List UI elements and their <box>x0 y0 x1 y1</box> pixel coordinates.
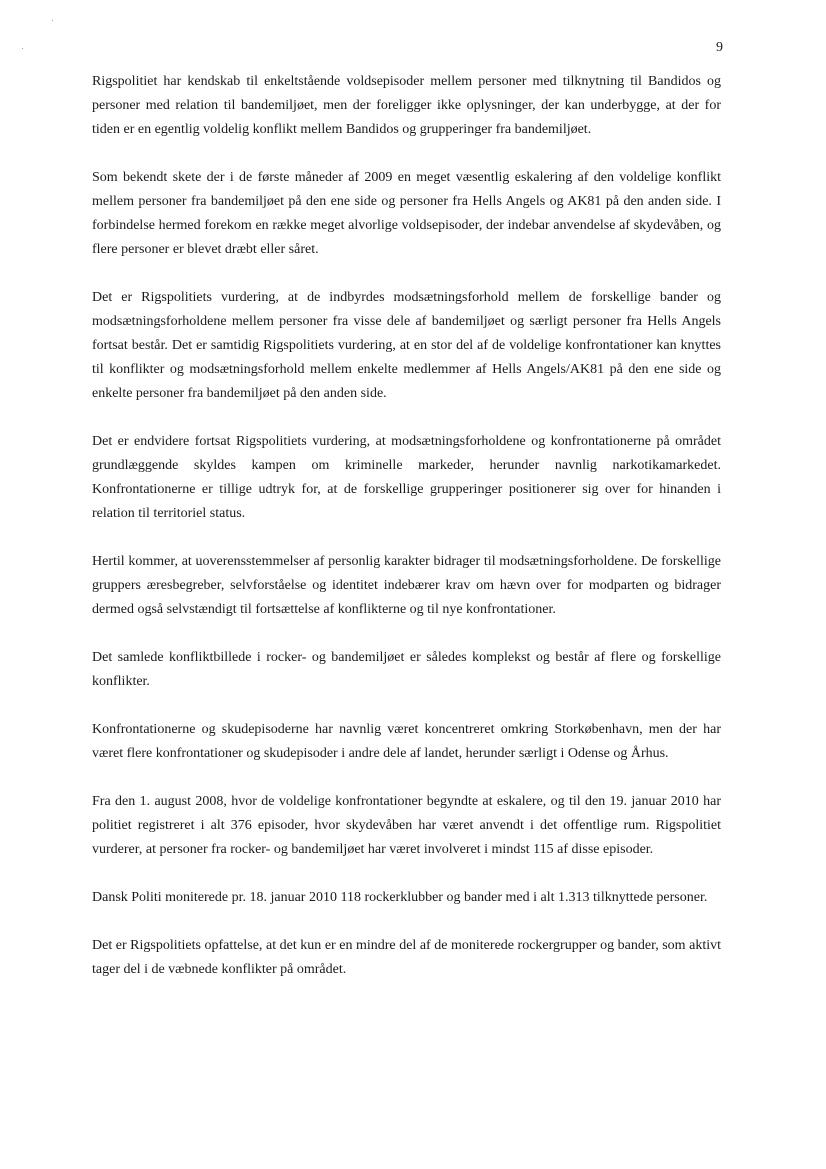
page-number: 9 <box>716 40 723 55</box>
paragraph: Rigspolitiet har kendskab til enkeltstående voldsepisoder mellem personer med tilknytning til Bandidos og personer med relation til bandemiljøet, men der foreligger ikke oplysninger, der kan underbygge, at der for tiden er en egentlig voldelig konflikt mellem Bandidos og grupperinger fra bandemiljøet. <box>92 74 721 137</box>
paragraph: Hertil kommer, at uoverensstemmelser af personlig karakter bidrager til modsætningsforholdene. De forskellige gruppers æresbegreber, selvforståelse og identitet indebærer krav om hævn over for modparten og bidrager dermed også selvstændigt til fortsættelse af konflikterne og til nye konfrontationer. <box>92 554 721 617</box>
paragraph: Det samlede konfliktbillede i rocker- og bandemiljøet er således komplekst og består af flere og forskellige konflikter. <box>92 650 721 689</box>
paragraph: Dansk Politi moniterede pr. 18. januar 2010 118 rockerklubber og bander med i alt 1.313 tilknyttede personer. <box>92 890 708 905</box>
paragraph: Konfrontationerne og skudepisoderne har navnlig været koncentreret omkring Storkøbenhavn, men der har været flere konfrontationer og skudepisoder i andre dele af landet, herunder særligt i Odense og Århus. <box>92 722 721 761</box>
paragraph: Det er Rigspolitiets opfattelse, at det kun er en mindre del af de moniterede rockergrupper og bander, som aktivt tager del i de væbnede konflikter på området. <box>92 938 721 977</box>
scan-speck <box>22 48 23 49</box>
paragraph: Det er Rigspolitiets vurdering, at de indbyrdes modsætningsforhold mellem de forskellige bander og modsætningsforholdene mellem personer fra visse dele af bandemiljøet og særligt personer fra Hells Angels fortsat består. Det er samtidig Rigspolitiets vurdering, at en stor del af de voldelige konfrontationer kan knyttes til konflikter og modsætningsforhold mellem enkelte medlemmer af Hells Angels/AK81 på den ene side og enkelte personer fra bandemiljøet på den anden side. <box>92 290 721 401</box>
paragraph: Som bekendt skete der i de første måneder af 2009 en meget væsentlig eskalering af den voldelige konflikt mellem personer fra bandemiljøet på den ene side og personer fra Hells Angels og AK81 på den anden side. I forbindelse hermed forekom en række meget alvorlige voldsepisoder, der indebar anvendelse af skydevåben, og flere personer er blevet dræbt eller såret. <box>92 170 721 257</box>
body-text <box>92 70 721 1006</box>
paragraph: Det er endvidere fortsat Rigspolitiets vurdering, at modsætningsforholdene og konfrontationerne på området grundlæggende skyldes kampen om kriminelle markeder, herunder navnlig narkotikamarkedet. Konfrontationerne er tillige udtryk for, at de forskellige grupperinger positionerer sig over for hinanden i relation til territoriel status. <box>92 434 721 521</box>
paragraph: Fra den 1. august 2008, hvor de voldelige konfrontationer begyndte at eskalere, og til den 19. januar 2010 har politiet registreret i alt 376 episoder, hvor skydevåben har været anvendt i det offentlige rum. Rigspolitiet vurderer, at personer fra rocker- og bandemiljøet har været involveret i mindst 115 af disse episoder. <box>92 794 721 857</box>
scan-speck <box>52 20 53 21</box>
